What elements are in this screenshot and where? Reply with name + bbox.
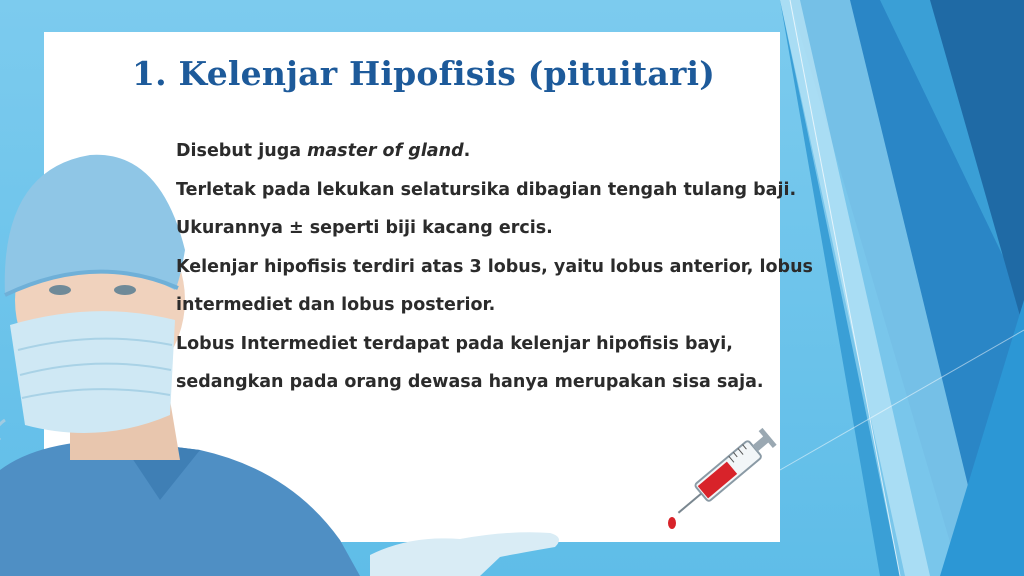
bullet-line-6: Lobus Intermediet terdapat pada kelenjar hipofisis bayi, (176, 333, 733, 354)
bullet-list (176, 132, 836, 402)
right-eye (114, 285, 136, 295)
syringe-needle (678, 494, 701, 513)
italic-phrase: master of gland (307, 141, 464, 161)
bullet-line-4: Kelenjar hipofisis terdiri atas 3 lobus, yaitu lobus anterior, lobus (176, 256, 813, 277)
bullet-line-3: Ukurannya ± seperti biji kacang ercis. (176, 218, 553, 238)
blood-drop (668, 517, 676, 529)
gloved-hand-illustration (370, 525, 570, 576)
syringe-icon (660, 415, 790, 535)
bullet-line-2: Terletak pada lekukan selatursika dibagian tengah tulang baji. (176, 179, 797, 200)
glove (370, 532, 559, 576)
bullet-line-1 (176, 132, 836, 171)
slide-title: 1. Kelenjar Hipofisis (pituitari) (132, 54, 716, 93)
bullet-text: . (463, 141, 471, 161)
mask-string (0, 420, 5, 440)
bullet-line-7: sedangkan pada orang dewasa hanya merupakan sisa saja. (176, 372, 764, 392)
left-eye (49, 285, 71, 295)
bullet-line-5: intermediet dan lobus posterior. (176, 295, 496, 315)
bullet-text: Disebut juga (176, 141, 308, 161)
